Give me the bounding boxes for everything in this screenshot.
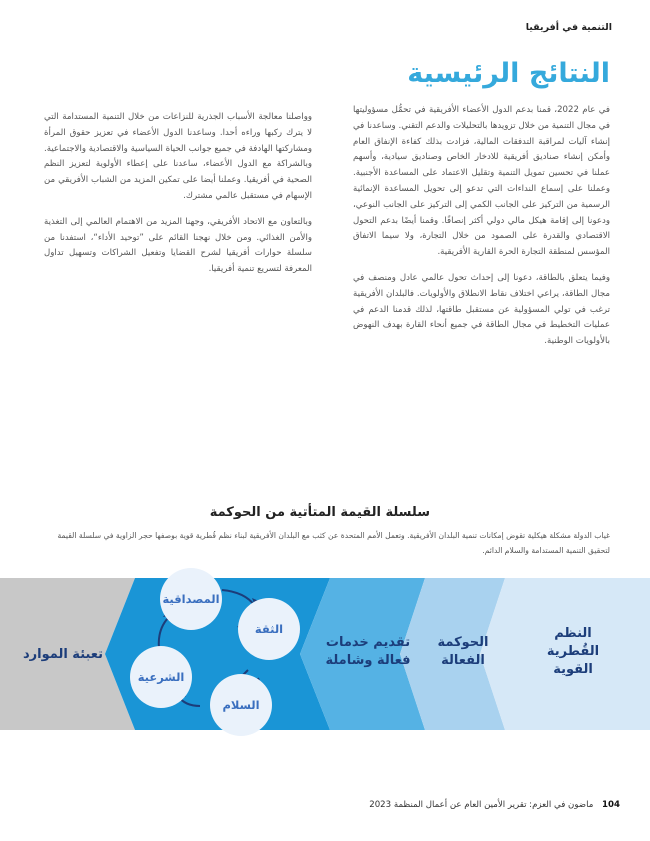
paragraph: في عام 2022، قمنا بدعم الدول الأعضاء الأفريقية في تحمُّل مسؤوليتها في مجال التنمية من خلال تزويدها بالتحليلات والدعم التقني. وساعدنا في إنشاء آليات لمراقبة التدفقات المالية، فزادت بذلك كفاءة الإنفاق العام وأمكن إنشاء صناديق أفريقية للادخار الخاص وصناديق سيادية، وأسهم عملنا في تحسين تمويل التنمية وتقليل الاعتماد على المساعدة الأجنبية. وعملنا على إسماع النداءات التي تدعو إلى تحويل المساعدة الإنمائية الرسمية من التركيز على الجانب الكمي إلى التركيز على الجانب النوعي، ودعونا إلى إقامة هيكل مالي دولي أكثر إنصافًا. وقمنا أيضًا بدعم التحول الاقتصادي والقدرة على الصمود من خلال التجارة، ولا سيما الاتفاق المؤسس لمنطقة التجارة الحرة القارية الأفريقية. bbox=[353, 105, 610, 258]
cycle-peace bbox=[210, 674, 272, 736]
cycle-credibility bbox=[160, 568, 222, 630]
section-tag: التنمية في أفريقيا bbox=[525, 22, 612, 33]
cycle-credibility-label: المصداقية bbox=[162, 592, 220, 606]
paragraph: وفيما يتعلق بالطاقة، دعونا إلى إحداث تحول عالمي عادل ومنصف في مجال الطاقة، يراعي اختلاف نقاط الانطلاق والأولويات. فالبلدان الأفريقية ترغب في تولي المسؤولية عن مستقبل طاقتها، لذلك قدمنا الدعم في عمليات التخطيط في مجال الطاقة في جميع أنحاء القارة بهدف النهوض بالأولويات الوطنية. bbox=[353, 272, 610, 347]
cycle-legitimacy-label: الشرعية bbox=[137, 670, 185, 684]
stage-strong-systems: النظم القُطرية القوية bbox=[546, 626, 600, 677]
stage-resource-mobilization: تعبئة الموارد bbox=[22, 647, 104, 662]
page-footer bbox=[369, 800, 620, 810]
cycle-trust-label: الثقة bbox=[254, 622, 284, 636]
page-title: النتائج الرئيسية bbox=[407, 58, 610, 89]
left-column bbox=[44, 110, 312, 288]
page-number: 104 bbox=[602, 800, 620, 810]
value-chain-title: سلسلة القيمة المتأتية من الحوكمة bbox=[209, 505, 430, 520]
paragraph: وبالتعاون مع الاتحاد الأفريقي، وجهنا المزيد من الاهتمام العالمي إلى التغذية والأمن الغذائي. ومن خلال نهجنا القائم على ”توحيد الأداء“، استفدنا من سلسلة حوارات أفريقيا لشرح القضايا وتفعيل الشراكات وتسهيل تداول المعرفة لتسريع تنمية أفريقيا. bbox=[44, 216, 312, 275]
stage-service-delivery: تقديم خدمات فعالة وشاملة bbox=[325, 635, 411, 668]
cycle-peace-label: السلام bbox=[222, 698, 260, 712]
cycle-trust bbox=[238, 598, 300, 660]
stage-effective-governance: الحوكمة الفعالة bbox=[437, 635, 489, 668]
right-column bbox=[353, 103, 610, 360]
value-chain-diagram bbox=[0, 578, 650, 730]
paragraph: وواصلنا معالجة الأسباب الجذرية للنزاعات من خلال التنمية المستدامة التي لا يترك ركبها وراءه أحدا. وساعدنا الدول الأعضاء في تعزيز حقوق المرأة ومشاركتها الهادفة في جميع جوانب الحياة السياسية والاقتصادية والاجتماعية. وبالشراكة مع الدول الأعضاء، ساعدنا على إعطاء الأولوية لتعزيز النظم الصحية في أفريقيا. وعملنا أيضا على تمكين المزيد من الشباب الأفريقي من الإسهام في مستقبل عالمي مشترك. bbox=[44, 112, 312, 201]
value-chain-description: غياب الدولة مشكلة هيكلية تقوض إمكانات تنمية البلدان الأفريقية. وتعمل الأمم المتحدة عن كثب مع البلدان الأفريقية لبناء نظم قُطرية قوية بوصفها حجر الزاوية في سلسلة القيمة لتحقيق التنمية المستدامة والسلام الدائم. bbox=[57, 531, 610, 555]
footer-text: ماضون في العزم: تقرير الأمين العام عن أعمال المنظمة 2023 bbox=[369, 800, 594, 810]
cycle-legitimacy bbox=[130, 646, 192, 708]
